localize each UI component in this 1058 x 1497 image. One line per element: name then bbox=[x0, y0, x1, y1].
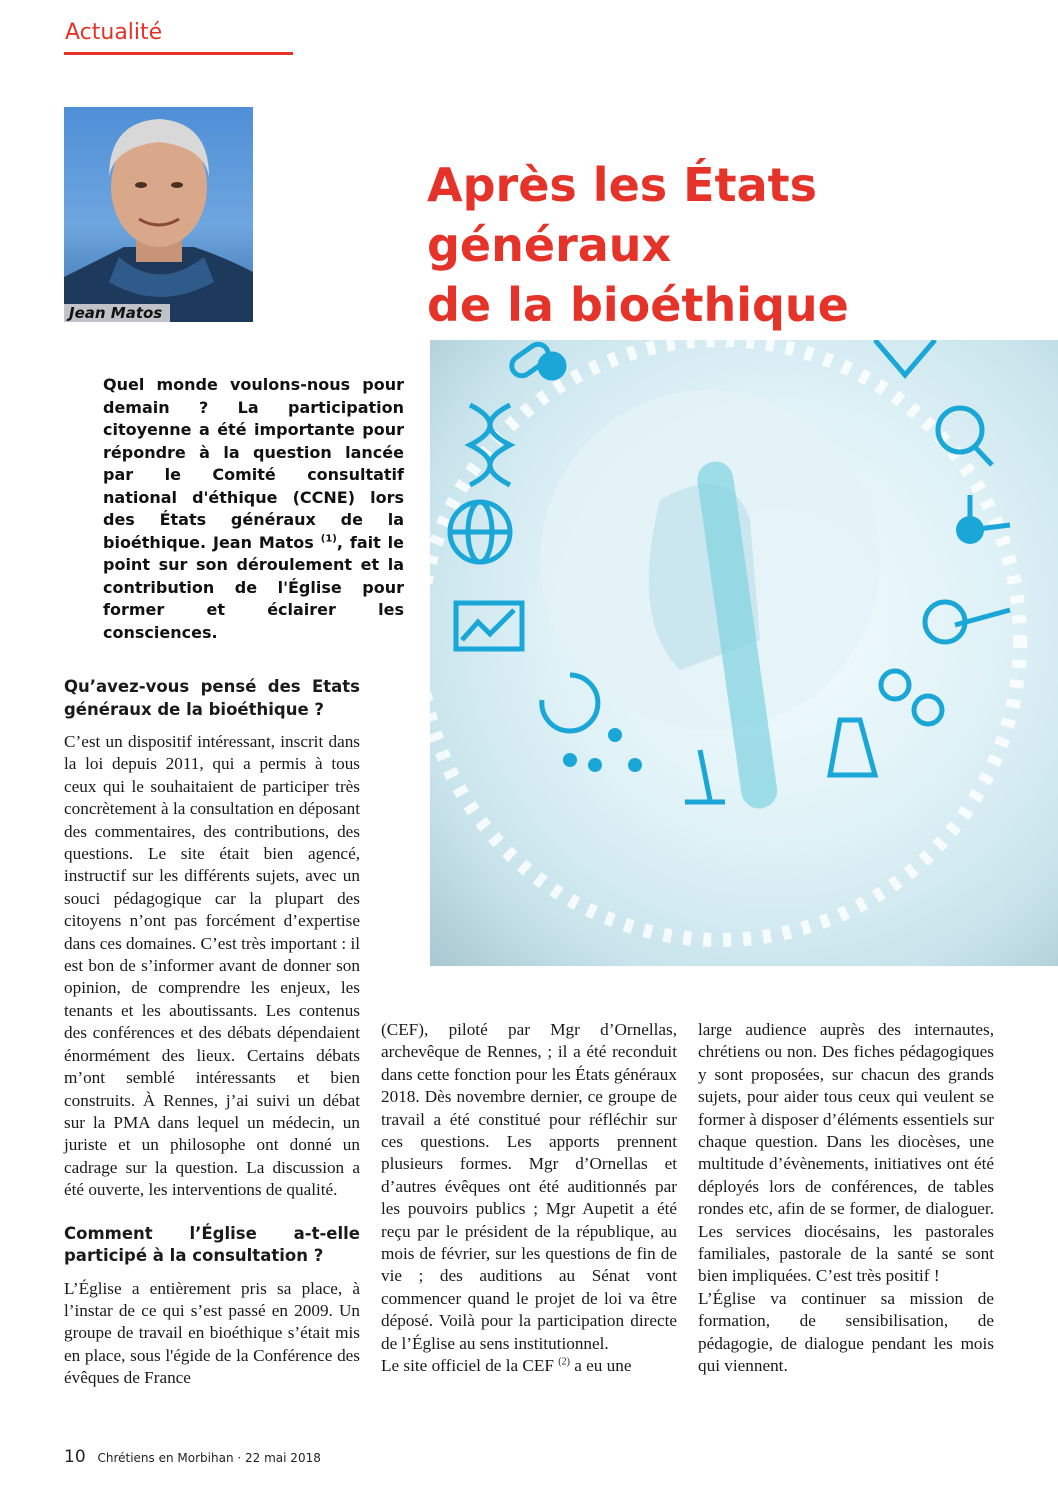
article-intro bbox=[103, 374, 404, 644]
article-title bbox=[427, 155, 1047, 335]
article-column-3 bbox=[698, 1019, 994, 1378]
article-column-2 bbox=[381, 1019, 677, 1378]
bioethics-icons-illustration bbox=[430, 340, 1058, 966]
title-line: Après les États généraux bbox=[427, 158, 817, 272]
section-label: Actualité bbox=[65, 20, 163, 45]
answer-paragraph: C’est un dispositif intéressant, inscrit dans la loi depuis 2011, qui a permis à tous ceux qui le souhaitaient de participer très concrètement à la consultation en déposant des commentaires, des contributions, des questions. Le site était bien agencé, instructif sur les différents sujets, avec un souci pédagogique car la plupart des citoyens n’ont pas forcément d’expertise dans ces domaines. C’est très important : il est bon de s’informer avant de donner son opinion, de comprendre les enjeux, les tenants et les aboutissants. Les contenus des conférences et des débats dépendaient énormément des lieux. Certains débats m’ont semblé intéressants et bien construits. À Rennes, j’ai suivi un débat sur la PMA dans lequel un médecin, un juriste et un philosophe ont donné un cadrage sur la question. La discussion a été ouverte, les interventions de qualité. bbox=[64, 732, 360, 1200]
footnote-ref: (1) bbox=[320, 533, 337, 545]
title-line: de la bioéthique bbox=[427, 278, 849, 332]
answer-paragraph bbox=[381, 1355, 677, 1377]
author-photo bbox=[64, 107, 253, 322]
page-footer bbox=[64, 1447, 321, 1467]
portrait-illustration bbox=[64, 107, 253, 322]
intro-text: Quel monde voulons-nous pour demain ? La participation citoyenne a été importante pour répondre à la question lancée par le Comité consultatif national d'éthique (CCNE) lors des États généraux de la bioéthique. Jean Matos bbox=[103, 375, 404, 552]
section-rule bbox=[64, 52, 293, 55]
publication-name: Chrétiens en Morbihan bbox=[97, 1451, 234, 1465]
paragraph-text: a eu une bbox=[569, 1356, 632, 1376]
article-column-1 bbox=[64, 676, 360, 1390]
question-heading: Qu’avez-vous pensé des Etats généraux de la bioéthique ? bbox=[64, 677, 360, 719]
intro-text-end: , fait le point sur son déroulement et la contribution de l'Église pour former et éclairer les consciences. bbox=[103, 532, 405, 642]
footnote-ref: (2) bbox=[558, 1356, 570, 1368]
paragraph-text: Le site officiel de la CEF bbox=[381, 1356, 559, 1376]
footer-separator: · bbox=[237, 1451, 242, 1465]
question-heading: Comment l’Église a-t-elle participé à la consultation ? bbox=[64, 1223, 360, 1266]
photo-caption: Jean Matos bbox=[64, 304, 170, 322]
answer-paragraph: L’Église va continuer sa mission de formation, de sensibilisation, de pédagogie, de dialogue pendant les mois qui viennent. bbox=[698, 1288, 994, 1376]
answer-paragraph: L’Église a entièrement pris sa place, à l’instar de ce qui s’est passé en 2009. Un groupe de travail en bioéthique s’était mis en place, sous l'égide de la Conférence des évêques de France bbox=[64, 1278, 360, 1388]
answer-paragraph: (CEF), piloté par Mgr d’Ornellas, archevêque de Rennes, ; il a été reconduit dans cette fonction pour les États généraux 2018. Dès novembre dernier, ce groupe de travail a été constitué pour réfléchir sur ces questions. Les apports prennent plusieurs formes. Mgr d’Ornellas et d’autres évêques ont été auditionnés par les pouvoirs publics ; Mgr Aupetit a été reçu par le président de la république, au mois de février, sur les questions de fin de vie ; des auditions au Sénat vont commencer quand le projet de loi va être déposé. Voilà pour la participation directe de l’Église au sens institutionnel. bbox=[381, 1020, 677, 1353]
page-number: 10 bbox=[64, 1447, 86, 1467]
hero-illustration bbox=[430, 340, 1058, 966]
answer-paragraph: large audience auprès des internautes, chrétiens ou non. Des fiches pédagogiques y sont proposées, sur chacun des grands sujets, pour aider tous ceux qui veulent se former à disposer d’éléments essentiels sur chaque question. Dans les diocèses, une multitude d’évènements, initiatives ont été déployés lors de conférences, de tables rondes etc, afin de se former, de dialoguer. Les services diocésains, les pastorales familiales, pastorale de la santé se sont bien impliquées. C’est très positif ! bbox=[698, 1020, 994, 1286]
issue-date: 22 mai 2018 bbox=[245, 1451, 321, 1465]
